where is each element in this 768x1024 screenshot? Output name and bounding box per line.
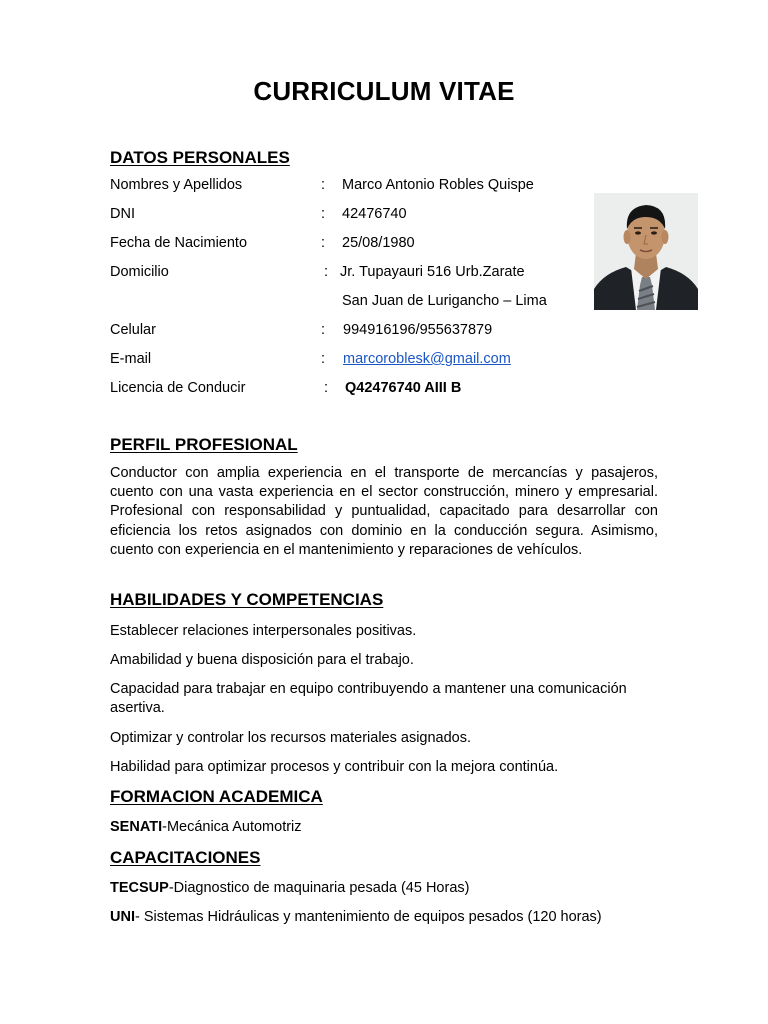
label-licencia: Licencia de Conducir bbox=[110, 380, 246, 396]
value-nombres: Marco Antonio Robles Quispe bbox=[342, 177, 534, 193]
section-heading-formacion: FORMACION ACADEMICA bbox=[110, 787, 323, 806]
value-dni: 42476740 bbox=[342, 206, 407, 222]
separator: : bbox=[321, 351, 326, 367]
institution-name: UNI bbox=[110, 909, 135, 925]
label-nombres: Nombres y Apellidos bbox=[110, 177, 243, 193]
separator: : bbox=[324, 264, 329, 280]
profile-photo bbox=[594, 193, 698, 310]
label-domicilio: Domicilio bbox=[110, 264, 169, 280]
separator: : bbox=[321, 322, 326, 338]
email-link[interactable]: marcoroblesk@gmail.com bbox=[343, 351, 511, 367]
perfil-paragraph: Conductor con amplia experiencia en el transporte de mercancías y pasajeros, cuento con una vasta experiencia en el sector construcción, minero y empresarial. Profesional con responsabilidad y puntualidad, capacitado para desarrollar con eficiencia los retos asignados con dominio en la conducción segura. Asimismo, cuento con experiencia en el mantenimiento y reparaciones de vehículos. bbox=[110, 465, 658, 558]
separator: : bbox=[321, 206, 326, 222]
entry-detail: - Sistemas Hidráulicas y mantenimiento de equipos pesados (120 horas) bbox=[134, 909, 602, 925]
value-licencia: Q42476740 AIII B bbox=[345, 380, 462, 396]
section-heading-datos-personales: DATOS PERSONALES bbox=[110, 148, 290, 167]
label-dni: DNI bbox=[110, 206, 135, 222]
formacion-entry bbox=[110, 818, 670, 837]
list-item: Habilidad para optimizar procesos y contribuir con la mejora continúa. bbox=[110, 759, 559, 775]
list-item: Optimizar y controlar los recursos materiales asignados. bbox=[110, 730, 472, 746]
list-item: Capacidad para trabajar en equipo contribuyendo a mantener una comunicación asertiva. bbox=[110, 681, 627, 716]
section-heading-habilidades: HABILIDADES Y COMPETENCIAS bbox=[110, 590, 384, 609]
institution-name: SENATI bbox=[110, 819, 163, 835]
separator: : bbox=[324, 380, 329, 396]
value-fecha-nacimiento: 25/08/1980 bbox=[342, 235, 415, 251]
section-heading-capacitaciones: CAPACITACIONES bbox=[110, 848, 261, 867]
label-fecha-nacimiento: Fecha de Nacimiento bbox=[110, 235, 248, 251]
capacitacion-entry bbox=[110, 879, 670, 898]
value-celular: 994916196/955637879 bbox=[343, 322, 493, 338]
value-domicilio-line2: San Juan de Lurigancho – Lima bbox=[342, 293, 547, 309]
label-celular: Celular bbox=[110, 322, 156, 338]
value-domicilio-line1: Jr. Tupayauri 516 Urb.Zarate bbox=[340, 264, 525, 280]
separator: : bbox=[321, 177, 326, 193]
capacitacion-entry bbox=[110, 908, 670, 927]
separator: : bbox=[321, 235, 326, 251]
list-item: Establecer relaciones interpersonales positivas. bbox=[110, 623, 417, 639]
entry-detail: -Mecánica Automotriz bbox=[162, 819, 302, 835]
label-email: E-mail bbox=[110, 351, 152, 367]
section-heading-perfil-profesional: PERFIL PROFESIONAL bbox=[110, 435, 298, 454]
institution-name: TECSUP bbox=[110, 880, 169, 896]
entry-detail: -Diagnostico de maquinaria pesada (45 Horas) bbox=[168, 880, 470, 896]
page-title: CURRICULUM VITAE bbox=[253, 76, 515, 106]
list-item: Amabilidad y buena disposición para el trabajo. bbox=[110, 652, 414, 668]
